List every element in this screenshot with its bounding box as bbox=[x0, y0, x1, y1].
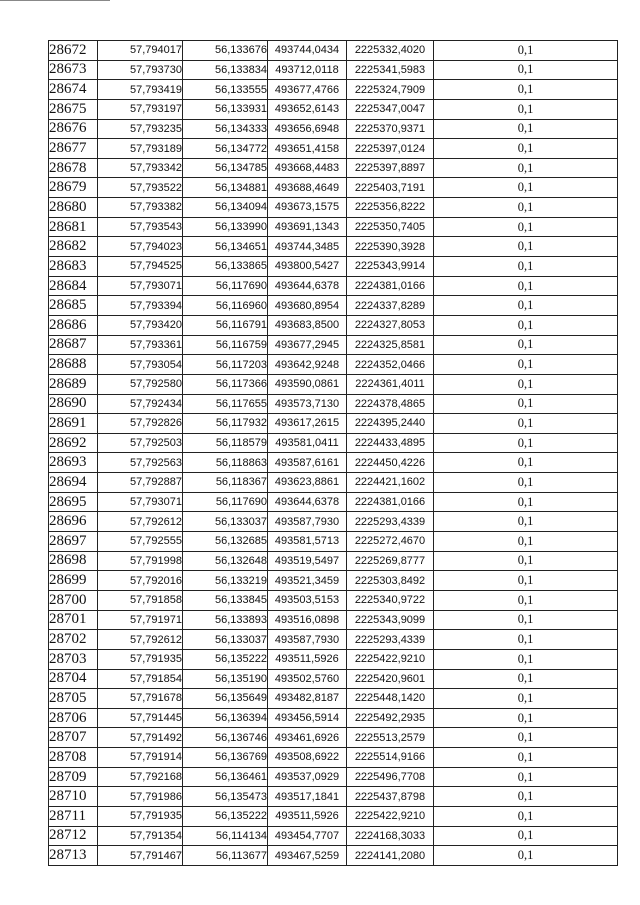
point-number-cell: 28676 bbox=[49, 119, 98, 139]
longitude-cell: 56,117932 bbox=[183, 414, 268, 434]
y-coordinate-cell: 2224361,4011 bbox=[347, 374, 434, 394]
table-row bbox=[49, 669, 618, 689]
table-row bbox=[49, 826, 618, 846]
latitude-cell: 57,792555 bbox=[98, 532, 183, 552]
y-coordinate-cell: 2225390,3928 bbox=[347, 237, 434, 257]
point-number-cell: 28680 bbox=[49, 198, 98, 218]
longitude-cell: 56,134772 bbox=[183, 139, 268, 159]
accuracy-value-cell: 0,1 bbox=[434, 257, 618, 277]
point-number-cell: 28710 bbox=[49, 787, 98, 807]
accuracy-value-cell: 0,1 bbox=[434, 846, 618, 866]
point-number-cell: 28682 bbox=[49, 237, 98, 257]
accuracy-value-cell: 0,1 bbox=[434, 237, 618, 257]
point-number-cell: 28673 bbox=[49, 60, 98, 80]
y-coordinate-cell: 2225269,8777 bbox=[347, 551, 434, 571]
y-coordinate-cell: 2225356,8222 bbox=[347, 198, 434, 218]
y-coordinate-cell: 2224141,2080 bbox=[347, 846, 434, 866]
scan-edge-line bbox=[0, 0, 110, 1]
y-coordinate-cell: 2225343,9914 bbox=[347, 257, 434, 277]
table-row bbox=[49, 80, 618, 100]
point-number-cell: 28681 bbox=[49, 217, 98, 237]
y-coordinate-cell: 2224337,8289 bbox=[347, 296, 434, 316]
y-coordinate-cell: 2224352,0466 bbox=[347, 355, 434, 375]
latitude-cell: 57,791935 bbox=[98, 806, 183, 826]
accuracy-value-cell: 0,1 bbox=[434, 394, 618, 414]
point-number-cell: 28701 bbox=[49, 610, 98, 630]
x-coordinate-cell: 493508,6922 bbox=[268, 748, 347, 768]
y-coordinate-cell: 2225340,9722 bbox=[347, 590, 434, 610]
x-coordinate-cell: 493712,0118 bbox=[268, 60, 347, 80]
accuracy-value-cell: 0,1 bbox=[434, 335, 618, 355]
latitude-cell: 57,791854 bbox=[98, 669, 183, 689]
point-number-cell: 28679 bbox=[49, 178, 98, 198]
accuracy-value-cell: 0,1 bbox=[434, 708, 618, 728]
point-number-cell: 28685 bbox=[49, 296, 98, 316]
table-row bbox=[49, 394, 618, 414]
x-coordinate-cell: 493677,4766 bbox=[268, 80, 347, 100]
y-coordinate-cell: 2224381,0166 bbox=[347, 276, 434, 296]
y-coordinate-cell: 2225448,1420 bbox=[347, 689, 434, 709]
table-row bbox=[49, 689, 618, 709]
y-coordinate-cell: 2224327,8053 bbox=[347, 315, 434, 335]
table-row bbox=[49, 571, 618, 591]
table-row bbox=[49, 512, 618, 532]
x-coordinate-cell: 493581,0411 bbox=[268, 433, 347, 453]
x-coordinate-cell: 493668,4483 bbox=[268, 158, 347, 178]
x-coordinate-cell: 493516,0898 bbox=[268, 610, 347, 630]
table-row bbox=[49, 178, 618, 198]
latitude-cell: 57,792563 bbox=[98, 453, 183, 473]
latitude-cell: 57,793342 bbox=[98, 158, 183, 178]
accuracy-value-cell: 0,1 bbox=[434, 119, 618, 139]
point-number-cell: 28704 bbox=[49, 669, 98, 689]
accuracy-value-cell: 0,1 bbox=[434, 532, 618, 552]
point-number-cell: 28684 bbox=[49, 276, 98, 296]
y-coordinate-cell: 2225293,4339 bbox=[347, 630, 434, 650]
y-coordinate-cell: 2225341,5983 bbox=[347, 60, 434, 80]
latitude-cell: 57,793382 bbox=[98, 198, 183, 218]
longitude-cell: 56,133865 bbox=[183, 257, 268, 277]
longitude-cell: 56,132685 bbox=[183, 532, 268, 552]
longitude-cell: 56,135222 bbox=[183, 806, 268, 826]
y-coordinate-cell: 2224421,1602 bbox=[347, 473, 434, 493]
point-number-cell: 28709 bbox=[49, 767, 98, 787]
x-coordinate-cell: 493744,0434 bbox=[268, 41, 347, 61]
table-row bbox=[49, 335, 618, 355]
x-coordinate-cell: 493800,5427 bbox=[268, 257, 347, 277]
y-coordinate-cell: 2225303,8492 bbox=[347, 571, 434, 591]
latitude-cell: 57,793054 bbox=[98, 355, 183, 375]
accuracy-value-cell: 0,1 bbox=[434, 198, 618, 218]
longitude-cell: 56,117690 bbox=[183, 276, 268, 296]
y-coordinate-cell: 2225403,7191 bbox=[347, 178, 434, 198]
table-row bbox=[49, 806, 618, 826]
y-coordinate-cell: 2225397,8897 bbox=[347, 158, 434, 178]
table-row bbox=[49, 708, 618, 728]
latitude-cell: 57,793522 bbox=[98, 178, 183, 198]
table-row bbox=[49, 473, 618, 493]
x-coordinate-cell: 493683,8500 bbox=[268, 315, 347, 335]
latitude-cell: 57,791998 bbox=[98, 551, 183, 571]
accuracy-value-cell: 0,1 bbox=[434, 787, 618, 807]
point-number-cell: 28687 bbox=[49, 335, 98, 355]
latitude-cell: 57,791492 bbox=[98, 728, 183, 748]
point-number-cell: 28713 bbox=[49, 846, 98, 866]
accuracy-value-cell: 0,1 bbox=[434, 551, 618, 571]
accuracy-value-cell: 0,1 bbox=[434, 748, 618, 768]
longitude-cell: 56,118863 bbox=[183, 453, 268, 473]
y-coordinate-cell: 2225514,9166 bbox=[347, 748, 434, 768]
point-number-cell: 28700 bbox=[49, 590, 98, 610]
table-row bbox=[49, 296, 618, 316]
table-row bbox=[49, 492, 618, 512]
y-coordinate-cell: 2225437,8798 bbox=[347, 787, 434, 807]
latitude-cell: 57,792580 bbox=[98, 374, 183, 394]
table-row bbox=[49, 728, 618, 748]
point-number-cell: 28688 bbox=[49, 355, 98, 375]
point-number-cell: 28675 bbox=[49, 99, 98, 119]
accuracy-value-cell: 0,1 bbox=[434, 217, 618, 237]
accuracy-value-cell: 0,1 bbox=[434, 139, 618, 159]
longitude-cell: 56,133676 bbox=[183, 41, 268, 61]
x-coordinate-cell: 493642,9248 bbox=[268, 355, 347, 375]
latitude-cell: 57,792016 bbox=[98, 571, 183, 591]
latitude-cell: 57,791354 bbox=[98, 826, 183, 846]
y-coordinate-cell: 2224378,4865 bbox=[347, 394, 434, 414]
x-coordinate-cell: 493502,5760 bbox=[268, 669, 347, 689]
accuracy-value-cell: 0,1 bbox=[434, 590, 618, 610]
table-row bbox=[49, 99, 618, 119]
point-number-cell: 28691 bbox=[49, 414, 98, 434]
x-coordinate-cell: 493677,2945 bbox=[268, 335, 347, 355]
longitude-cell: 56,134785 bbox=[183, 158, 268, 178]
point-number-cell: 28708 bbox=[49, 748, 98, 768]
table-row bbox=[49, 60, 618, 80]
x-coordinate-cell: 493519,5497 bbox=[268, 551, 347, 571]
latitude-cell: 57,793235 bbox=[98, 119, 183, 139]
point-number-cell: 28706 bbox=[49, 708, 98, 728]
point-number-cell: 28678 bbox=[49, 158, 98, 178]
point-number-cell: 28696 bbox=[49, 512, 98, 532]
longitude-cell: 56,134094 bbox=[183, 198, 268, 218]
accuracy-value-cell: 0,1 bbox=[434, 492, 618, 512]
y-coordinate-cell: 2224433,4895 bbox=[347, 433, 434, 453]
accuracy-value-cell: 0,1 bbox=[434, 630, 618, 650]
latitude-cell: 57,791971 bbox=[98, 610, 183, 630]
longitude-cell: 56,133893 bbox=[183, 610, 268, 630]
coordinates-table bbox=[48, 40, 618, 866]
table-row bbox=[49, 532, 618, 552]
accuracy-value-cell: 0,1 bbox=[434, 60, 618, 80]
longitude-cell: 56,117203 bbox=[183, 355, 268, 375]
accuracy-value-cell: 0,1 bbox=[434, 99, 618, 119]
point-number-cell: 28692 bbox=[49, 433, 98, 453]
table-row bbox=[49, 276, 618, 296]
table-row bbox=[49, 315, 618, 335]
x-coordinate-cell: 493590,0861 bbox=[268, 374, 347, 394]
longitude-cell: 56,136746 bbox=[183, 728, 268, 748]
longitude-cell: 56,114134 bbox=[183, 826, 268, 846]
longitude-cell: 56,133845 bbox=[183, 590, 268, 610]
table-row bbox=[49, 257, 618, 277]
latitude-cell: 57,792826 bbox=[98, 414, 183, 434]
table-row bbox=[49, 217, 618, 237]
table-row bbox=[49, 787, 618, 807]
x-coordinate-cell: 493581,5713 bbox=[268, 532, 347, 552]
point-number-cell: 28694 bbox=[49, 473, 98, 493]
latitude-cell: 57,793197 bbox=[98, 99, 183, 119]
point-number-cell: 28683 bbox=[49, 257, 98, 277]
longitude-cell: 56,133931 bbox=[183, 99, 268, 119]
y-coordinate-cell: 2225343,9099 bbox=[347, 610, 434, 630]
accuracy-value-cell: 0,1 bbox=[434, 158, 618, 178]
x-coordinate-cell: 493537,0929 bbox=[268, 767, 347, 787]
latitude-cell: 57,794017 bbox=[98, 41, 183, 61]
x-coordinate-cell: 493467,5259 bbox=[268, 846, 347, 866]
table-row bbox=[49, 846, 618, 866]
longitude-cell: 56,117690 bbox=[183, 492, 268, 512]
accuracy-value-cell: 0,1 bbox=[434, 414, 618, 434]
x-coordinate-cell: 493744,3485 bbox=[268, 237, 347, 257]
x-coordinate-cell: 493511,5926 bbox=[268, 806, 347, 826]
point-number-cell: 28674 bbox=[49, 80, 98, 100]
y-coordinate-cell: 2224395,2440 bbox=[347, 414, 434, 434]
latitude-cell: 57,793420 bbox=[98, 315, 183, 335]
accuracy-value-cell: 0,1 bbox=[434, 315, 618, 335]
table-row bbox=[49, 748, 618, 768]
latitude-cell: 57,791986 bbox=[98, 787, 183, 807]
table-row bbox=[49, 453, 618, 473]
latitude-cell: 57,794525 bbox=[98, 257, 183, 277]
x-coordinate-cell: 493680,8954 bbox=[268, 296, 347, 316]
x-coordinate-cell: 493503,5153 bbox=[268, 590, 347, 610]
point-number-cell: 28711 bbox=[49, 806, 98, 826]
point-number-cell: 28690 bbox=[49, 394, 98, 414]
table-row bbox=[49, 355, 618, 375]
accuracy-value-cell: 0,1 bbox=[434, 178, 618, 198]
x-coordinate-cell: 493651,4158 bbox=[268, 139, 347, 159]
accuracy-value-cell: 0,1 bbox=[434, 512, 618, 532]
table-row bbox=[49, 139, 618, 159]
latitude-cell: 57,791445 bbox=[98, 708, 183, 728]
point-number-cell: 28703 bbox=[49, 649, 98, 669]
y-coordinate-cell: 2225324,7909 bbox=[347, 80, 434, 100]
point-number-cell: 28695 bbox=[49, 492, 98, 512]
latitude-cell: 57,792168 bbox=[98, 767, 183, 787]
table-row bbox=[49, 610, 618, 630]
table-row bbox=[49, 649, 618, 669]
table-row bbox=[49, 590, 618, 610]
latitude-cell: 57,791914 bbox=[98, 748, 183, 768]
point-number-cell: 28677 bbox=[49, 139, 98, 159]
longitude-cell: 56,134333 bbox=[183, 119, 268, 139]
y-coordinate-cell: 2224325,8581 bbox=[347, 335, 434, 355]
latitude-cell: 57,793189 bbox=[98, 139, 183, 159]
x-coordinate-cell: 493461,6926 bbox=[268, 728, 347, 748]
y-coordinate-cell: 2225332,4020 bbox=[347, 41, 434, 61]
y-coordinate-cell: 2224168,3033 bbox=[347, 826, 434, 846]
accuracy-value-cell: 0,1 bbox=[434, 610, 618, 630]
accuracy-value-cell: 0,1 bbox=[434, 826, 618, 846]
accuracy-value-cell: 0,1 bbox=[434, 296, 618, 316]
longitude-cell: 56,136769 bbox=[183, 748, 268, 768]
longitude-cell: 56,133990 bbox=[183, 217, 268, 237]
accuracy-value-cell: 0,1 bbox=[434, 80, 618, 100]
y-coordinate-cell: 2225293,4339 bbox=[347, 512, 434, 532]
accuracy-value-cell: 0,1 bbox=[434, 669, 618, 689]
longitude-cell: 56,133037 bbox=[183, 512, 268, 532]
x-coordinate-cell: 493587,7930 bbox=[268, 512, 347, 532]
point-number-cell: 28705 bbox=[49, 689, 98, 709]
longitude-cell: 56,135649 bbox=[183, 689, 268, 709]
longitude-cell: 56,117655 bbox=[183, 394, 268, 414]
table-row bbox=[49, 414, 618, 434]
x-coordinate-cell: 493456,5914 bbox=[268, 708, 347, 728]
latitude-cell: 57,792434 bbox=[98, 394, 183, 414]
longitude-cell: 56,135473 bbox=[183, 787, 268, 807]
longitude-cell: 56,113677 bbox=[183, 846, 268, 866]
latitude-cell: 57,792612 bbox=[98, 630, 183, 650]
latitude-cell: 57,793394 bbox=[98, 296, 183, 316]
latitude-cell: 57,793419 bbox=[98, 80, 183, 100]
point-number-cell: 28686 bbox=[49, 315, 98, 335]
x-coordinate-cell: 493454,7707 bbox=[268, 826, 347, 846]
accuracy-value-cell: 0,1 bbox=[434, 355, 618, 375]
latitude-cell: 57,793071 bbox=[98, 492, 183, 512]
longitude-cell: 56,134651 bbox=[183, 237, 268, 257]
table-row bbox=[49, 119, 618, 139]
table-row bbox=[49, 158, 618, 178]
coordinates-table-body bbox=[49, 41, 618, 866]
latitude-cell: 57,791935 bbox=[98, 649, 183, 669]
x-coordinate-cell: 493517,1841 bbox=[268, 787, 347, 807]
longitude-cell: 56,133037 bbox=[183, 630, 268, 650]
table-row bbox=[49, 198, 618, 218]
longitude-cell: 56,135222 bbox=[183, 649, 268, 669]
y-coordinate-cell: 2225496,7708 bbox=[347, 767, 434, 787]
latitude-cell: 57,794023 bbox=[98, 237, 183, 257]
y-coordinate-cell: 2225370,9371 bbox=[347, 119, 434, 139]
point-number-cell: 28702 bbox=[49, 630, 98, 650]
accuracy-value-cell: 0,1 bbox=[434, 41, 618, 61]
longitude-cell: 56,116759 bbox=[183, 335, 268, 355]
y-coordinate-cell: 2225420,9601 bbox=[347, 669, 434, 689]
x-coordinate-cell: 493573,7130 bbox=[268, 394, 347, 414]
point-number-cell: 28689 bbox=[49, 374, 98, 394]
latitude-cell: 57,791858 bbox=[98, 590, 183, 610]
accuracy-value-cell: 0,1 bbox=[434, 276, 618, 296]
x-coordinate-cell: 493521,3459 bbox=[268, 571, 347, 591]
x-coordinate-cell: 493673,1575 bbox=[268, 198, 347, 218]
latitude-cell: 57,792503 bbox=[98, 433, 183, 453]
longitude-cell: 56,134881 bbox=[183, 178, 268, 198]
accuracy-value-cell: 0,1 bbox=[434, 689, 618, 709]
table-row bbox=[49, 433, 618, 453]
latitude-cell: 57,791467 bbox=[98, 846, 183, 866]
y-coordinate-cell: 2225347,0047 bbox=[347, 99, 434, 119]
longitude-cell: 56,133219 bbox=[183, 571, 268, 591]
y-coordinate-cell: 2225492,2935 bbox=[347, 708, 434, 728]
accuracy-value-cell: 0,1 bbox=[434, 571, 618, 591]
table-row bbox=[49, 374, 618, 394]
latitude-cell: 57,792612 bbox=[98, 512, 183, 532]
x-coordinate-cell: 493623,8861 bbox=[268, 473, 347, 493]
x-coordinate-cell: 493511,5926 bbox=[268, 649, 347, 669]
accuracy-value-cell: 0,1 bbox=[434, 767, 618, 787]
y-coordinate-cell: 2225422,9210 bbox=[347, 649, 434, 669]
longitude-cell: 56,133834 bbox=[183, 60, 268, 80]
latitude-cell: 57,793361 bbox=[98, 335, 183, 355]
accuracy-value-cell: 0,1 bbox=[434, 374, 618, 394]
x-coordinate-cell: 493644,6378 bbox=[268, 492, 347, 512]
x-coordinate-cell: 493644,6378 bbox=[268, 276, 347, 296]
table-row bbox=[49, 767, 618, 787]
longitude-cell: 56,118579 bbox=[183, 433, 268, 453]
point-number-cell: 28707 bbox=[49, 728, 98, 748]
table-row bbox=[49, 41, 618, 61]
y-coordinate-cell: 2225422,9210 bbox=[347, 806, 434, 826]
x-coordinate-cell: 493656,6948 bbox=[268, 119, 347, 139]
point-number-cell: 28699 bbox=[49, 571, 98, 591]
point-number-cell: 28672 bbox=[49, 41, 98, 61]
point-number-cell: 28698 bbox=[49, 551, 98, 571]
table-row bbox=[49, 237, 618, 257]
x-coordinate-cell: 493652,6143 bbox=[268, 99, 347, 119]
y-coordinate-cell: 2225350,7405 bbox=[347, 217, 434, 237]
longitude-cell: 56,135190 bbox=[183, 669, 268, 689]
table-row bbox=[49, 551, 618, 571]
x-coordinate-cell: 493617,2615 bbox=[268, 414, 347, 434]
y-coordinate-cell: 2225272,4670 bbox=[347, 532, 434, 552]
accuracy-value-cell: 0,1 bbox=[434, 453, 618, 473]
latitude-cell: 57,793071 bbox=[98, 276, 183, 296]
longitude-cell: 56,117366 bbox=[183, 374, 268, 394]
latitude-cell: 57,791678 bbox=[98, 689, 183, 709]
latitude-cell: 57,792887 bbox=[98, 473, 183, 493]
point-number-cell: 28693 bbox=[49, 453, 98, 473]
longitude-cell: 56,132648 bbox=[183, 551, 268, 571]
longitude-cell: 56,118367 bbox=[183, 473, 268, 493]
longitude-cell: 56,136394 bbox=[183, 708, 268, 728]
y-coordinate-cell: 2225397,0124 bbox=[347, 139, 434, 159]
table-row bbox=[49, 630, 618, 650]
accuracy-value-cell: 0,1 bbox=[434, 806, 618, 826]
x-coordinate-cell: 493587,6161 bbox=[268, 453, 347, 473]
x-coordinate-cell: 493587,7930 bbox=[268, 630, 347, 650]
point-number-cell: 28697 bbox=[49, 532, 98, 552]
latitude-cell: 57,793730 bbox=[98, 60, 183, 80]
x-coordinate-cell: 493482,8187 bbox=[268, 689, 347, 709]
point-number-cell: 28712 bbox=[49, 826, 98, 846]
latitude-cell: 57,793543 bbox=[98, 217, 183, 237]
longitude-cell: 56,116791 bbox=[183, 315, 268, 335]
y-coordinate-cell: 2224450,4226 bbox=[347, 453, 434, 473]
x-coordinate-cell: 493688,4649 bbox=[268, 178, 347, 198]
longitude-cell: 56,116960 bbox=[183, 296, 268, 316]
longitude-cell: 56,136461 bbox=[183, 767, 268, 787]
accuracy-value-cell: 0,1 bbox=[434, 473, 618, 493]
accuracy-value-cell: 0,1 bbox=[434, 728, 618, 748]
accuracy-value-cell: 0,1 bbox=[434, 649, 618, 669]
y-coordinate-cell: 2225513,2579 bbox=[347, 728, 434, 748]
y-coordinate-cell: 2224381,0166 bbox=[347, 492, 434, 512]
x-coordinate-cell: 493691,1343 bbox=[268, 217, 347, 237]
accuracy-value-cell: 0,1 bbox=[434, 433, 618, 453]
longitude-cell: 56,133555 bbox=[183, 80, 268, 100]
